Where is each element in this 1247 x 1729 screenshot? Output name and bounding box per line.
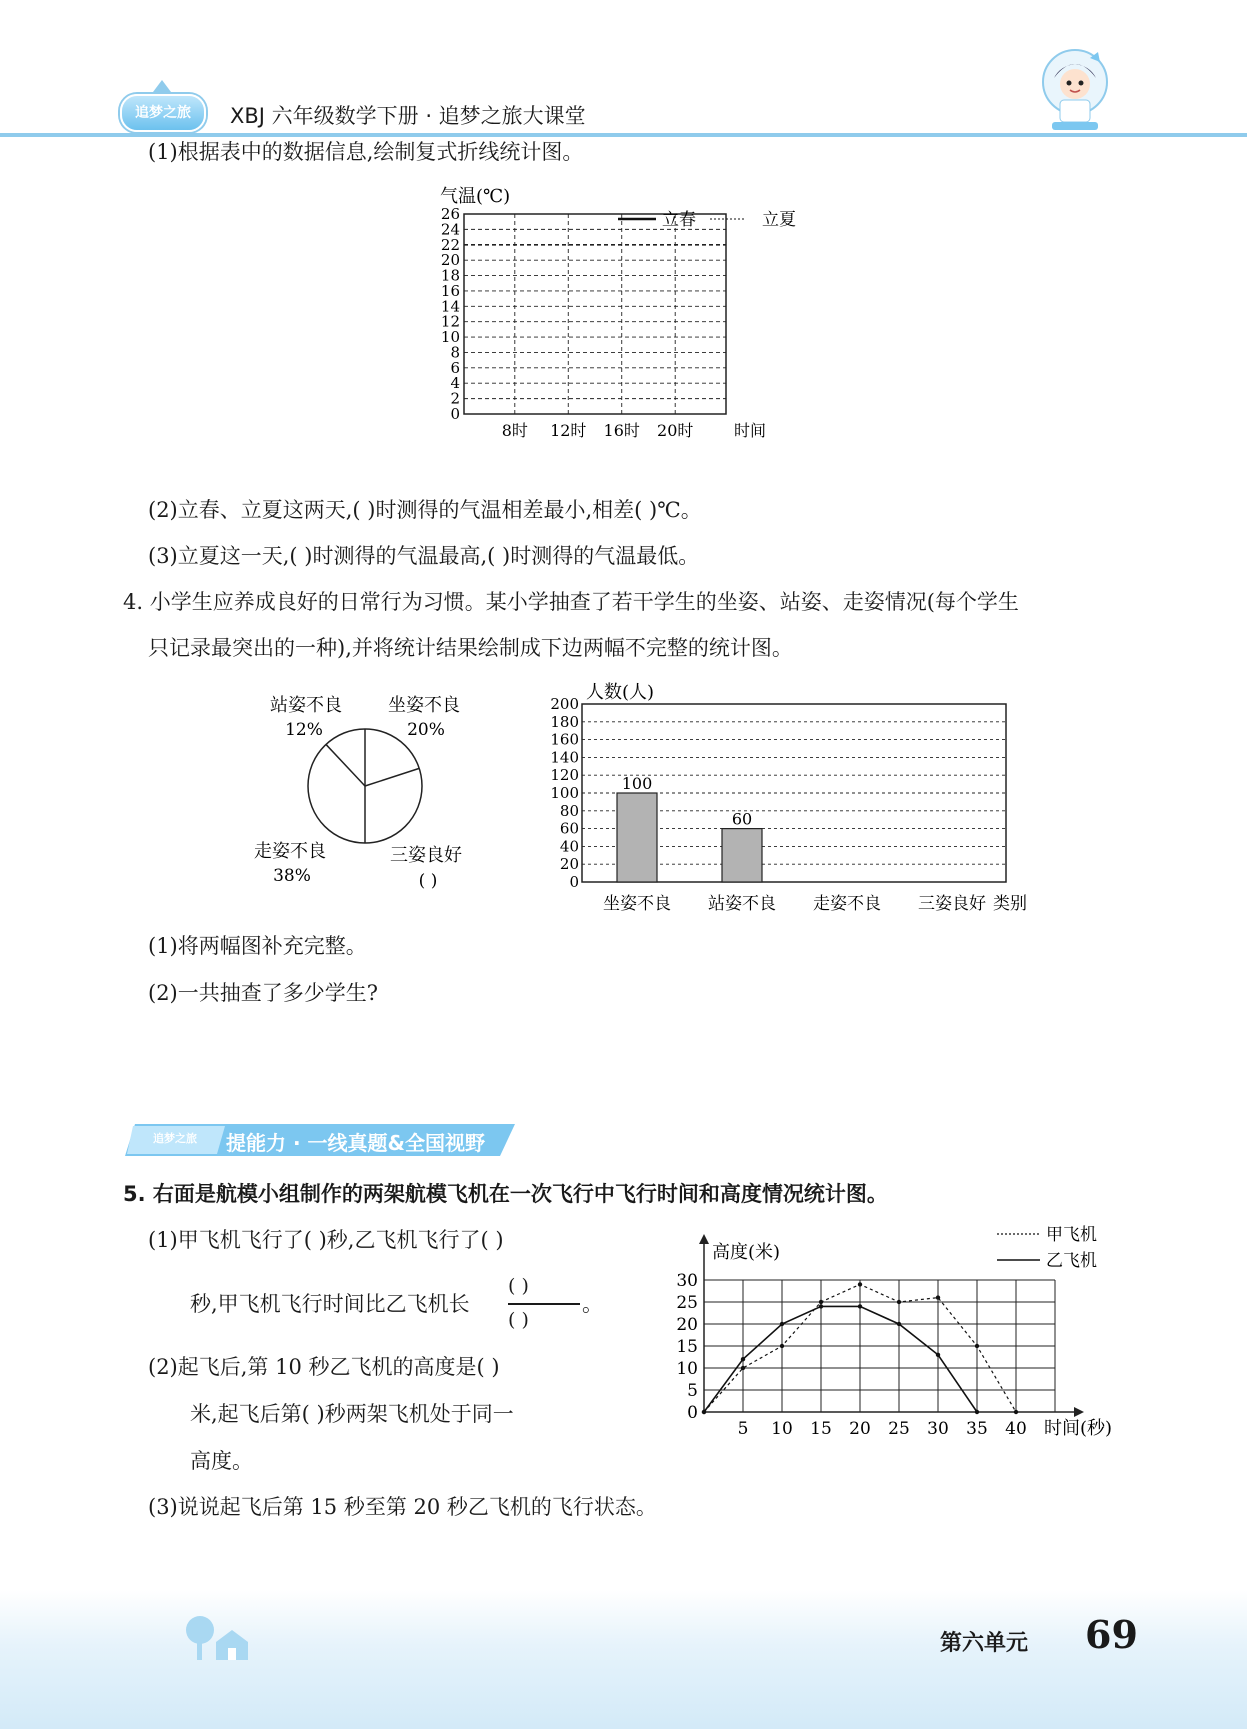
data-point [741,1357,745,1361]
y-tick-label: 120 [550,766,579,785]
data-point [819,1300,823,1304]
data-point [702,1410,706,1414]
x-tick-label: 35 [966,1419,988,1439]
y-axis-arrow [699,1234,709,1244]
legend-label: 立夏 [762,210,796,230]
posture-bar-chart [530,678,1050,918]
plot-frame [464,214,726,414]
legend-label: 乙飞机 [1046,1251,1097,1271]
pie-slice-value: ( ) [418,871,438,891]
y-tick-label: 4 [450,374,460,393]
x-tick-label: 走姿不良 [813,894,881,914]
y-tick-label: 20 [440,251,460,270]
legend-label: 立春 [662,210,696,230]
y-tick-label: 6 [450,358,460,377]
y-tick-label: 0 [569,873,579,891]
y-tick-label: 8 [450,343,460,362]
footer-unit-label: 第六单元 [940,1631,1029,1656]
y-tick-label: 60 [559,819,579,838]
x-tick-label: 三姿良好 [918,894,986,914]
q5-part2-line1: (2)起飞后,第 10 秒乙飞机的高度是( ) [148,1355,500,1379]
y-tick-label: 26 [440,205,460,223]
x-tick-label: 12时 [550,421,587,440]
x-tick-label: 10 [771,1419,793,1439]
data-point [975,1344,979,1348]
x-tick-label: 15 [810,1419,832,1439]
x-tick-label: 8时 [501,421,528,440]
q5-part1-end: 。 [582,1292,603,1316]
posture-pie-chart [240,690,480,900]
pie-slice-label: 坐姿不良 [388,695,460,716]
page-number: 69 [1085,1612,1138,1657]
mascot-icon [1040,48,1110,133]
x-tick-label: 坐姿不良 [603,894,671,914]
q5-fraction-denominator: ( ) [508,1309,529,1331]
data-point [780,1322,784,1326]
q5-part3: (3)说说起飞后第 15 秒至第 20 秒乙飞机的飞行状态。 [148,1495,657,1519]
y-tick-label: 14 [440,297,460,316]
banner-title: 提能力 · 一线真题&全国视野 [226,1131,485,1155]
data-point [780,1344,784,1348]
q3-part2: (2)立春、立夏这两天,( )时测得的气温相差最小,相差( )℃。 [148,498,702,522]
pie-slice-label: 三姿良好 [390,845,462,866]
x-tick-label: 20时 [657,421,694,440]
q5-part2-line2: 米,起飞后第( )秒两架飞机处于同一 [190,1402,514,1426]
y-tick-label: 160 [550,730,579,749]
y-axis-title: 人数(人) [586,682,655,703]
data-point [897,1322,901,1326]
x-tick-label: 20 [849,1419,871,1439]
q4-part1: (1)将两幅图补充完整。 [148,934,367,958]
brand-logo-text: 追梦之旅 [135,105,191,121]
x-tick-label: 25 [888,1419,910,1439]
y-tick-label: 25 [676,1293,698,1313]
banner-logo-text: 追梦之旅 [153,1132,197,1145]
pie-slice-value: 12% [285,720,323,740]
book-title: XBJ 六年级数学下册 · 追梦之旅大课堂 [230,104,586,128]
x-tick-label: 5 [737,1419,749,1439]
brand-logo [120,94,206,132]
data-point [741,1366,745,1370]
pie-slice-value: 38% [273,866,311,886]
q4-part2: (2)一共抽查了多少学生? [148,981,379,1005]
pie-slice-label: 站姿不良 [270,695,342,716]
y-tick-label: 180 [550,712,579,731]
data-point [936,1295,940,1299]
data-point [858,1304,862,1308]
x-tick-label: 16时 [603,421,640,440]
header-divider [0,133,1247,137]
airplane-height-line-chart [672,1222,1152,1452]
data-point [975,1410,979,1414]
q5-part1-line1: (1)甲飞机飞行了( )秒,乙飞机飞行了( ) [148,1228,504,1252]
x-axis-arrow [1074,1407,1084,1417]
x-tick-label: 站姿不良 [708,894,776,914]
y-tick-label: 30 [676,1271,698,1291]
q4-stem-line2: 只记录最突出的一种),并将统计结果绘制成下边两幅不完整的统计图。 [148,636,793,660]
x-axis-title: 时间 [734,421,767,440]
q5-part1-line2: 秒,甲飞机飞行时间比乙飞机长 [190,1292,470,1316]
bar-data-label: 60 [731,809,753,829]
bar [617,793,657,882]
y-tick-label: 0 [687,1403,698,1423]
y-tick-label: 100 [550,784,579,802]
temperature-line-chart [440,186,840,486]
legend-label: 甲飞机 [1046,1225,1097,1245]
y-tick-label: 80 [559,801,579,820]
y-tick-label: 200 [550,695,579,713]
y-tick-label: 10 [440,328,460,347]
x-axis-title: 类别 [993,894,1027,914]
y-axis-title: 气温(℃) [440,186,511,207]
pie-slice-value: 20% [407,720,445,740]
y-tick-label: 10 [676,1359,698,1379]
y-axis-title: 高度(米) [712,1242,781,1263]
data-point [819,1304,823,1308]
house-icon [180,1612,260,1662]
y-tick-label: 16 [440,281,460,300]
y-tick-label: 40 [559,837,579,856]
data-point [858,1282,862,1286]
x-tick-label: 40 [1005,1419,1027,1439]
y-tick-label: 2 [450,389,460,408]
q3-part3: (3)立夏这一天,( )时测得的气温最高,( )时测得的气温最低。 [148,544,700,568]
pie-slice-label: 走姿不良 [254,841,326,862]
y-tick-label: 24 [440,220,460,239]
q3-part1: (1)根据表中的数据信息,绘制复式折线统计图。 [148,140,584,164]
y-tick-label: 20 [676,1315,698,1335]
data-point [936,1353,940,1357]
data-point [1014,1410,1018,1414]
y-tick-label: 12 [440,312,460,331]
y-tick-label: 18 [440,266,460,285]
y-tick-label: 20 [559,855,579,874]
x-tick-label: 30 [927,1419,949,1439]
x-axis-title: 时间(秒) [1044,1418,1113,1439]
q5-part2-line3: 高度。 [190,1449,253,1473]
y-tick-label: 140 [550,748,579,767]
data-point [897,1300,901,1304]
y-tick-label: 15 [676,1337,698,1357]
q5-fraction-numerator: ( ) [508,1275,529,1297]
y-tick-label: 22 [440,235,460,254]
y-tick-label: 5 [687,1381,698,1401]
y-tick-label: 0 [450,405,460,423]
bar [722,829,762,882]
fraction-bar [508,1303,580,1305]
bar-data-label: 100 [621,774,653,793]
q5-stem: 5. 右面是航模小组制作的两架航模飞机在一次飞行中飞行时间和高度情况统计图。 [123,1182,888,1206]
q4-stem-line1: 4. 小学生应养成良好的日常行为习惯。某小学抽查了若干学生的坐姿、站姿、走姿情况(每个学生 [123,590,1019,614]
